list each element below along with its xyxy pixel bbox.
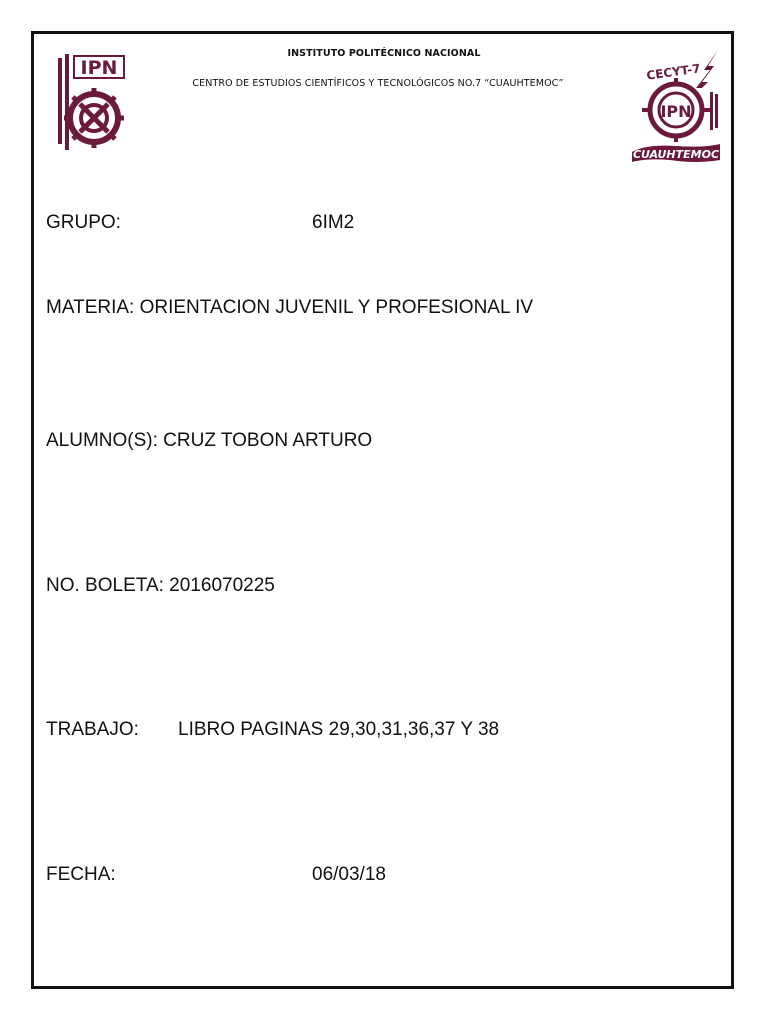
- grupo-label: GRUPO:: [46, 212, 121, 233]
- center-title: CENTRO DE ESTUDIOS CIENTÍFICOS Y TECNOLÓGICOS NO.7 “CUAUHTEMOC”: [192, 78, 564, 89]
- alumno-line: ALUMNO(S): CRUZ TOBON ARTURO: [46, 430, 373, 451]
- grupo-value: 6IM2: [312, 212, 355, 233]
- fecha-value: 06/03/18: [312, 864, 386, 885]
- cecyt-logo-top-text: CECYT-7: [645, 61, 702, 83]
- trabajo-label: TRABAJO:: [46, 719, 139, 740]
- cecyt-logo-mid-text: IPN: [660, 102, 692, 121]
- fecha-label: FECHA:: [46, 864, 116, 885]
- ipn-logo-text: IPN: [80, 57, 118, 79]
- page-border: [31, 31, 734, 989]
- institution-title: INSTITUTO POLITÉCNICO NACIONAL: [287, 48, 481, 59]
- materia-line: MATERIA: ORIENTACION JUVENIL Y PROFESIONAL IV: [46, 297, 534, 318]
- ipn-logo-icon: [52, 48, 128, 156]
- cecyt-logo-bottom-text: CUAUHTEMOC: [632, 148, 720, 161]
- cecyt-cuauhtemoc-logo-icon: [626, 48, 722, 164]
- boleta-line: NO. BOLETA: 2016070225: [46, 575, 275, 596]
- trabajo-value: LIBRO PAGINAS 29,30,31,36,37 Y 38: [178, 719, 500, 740]
